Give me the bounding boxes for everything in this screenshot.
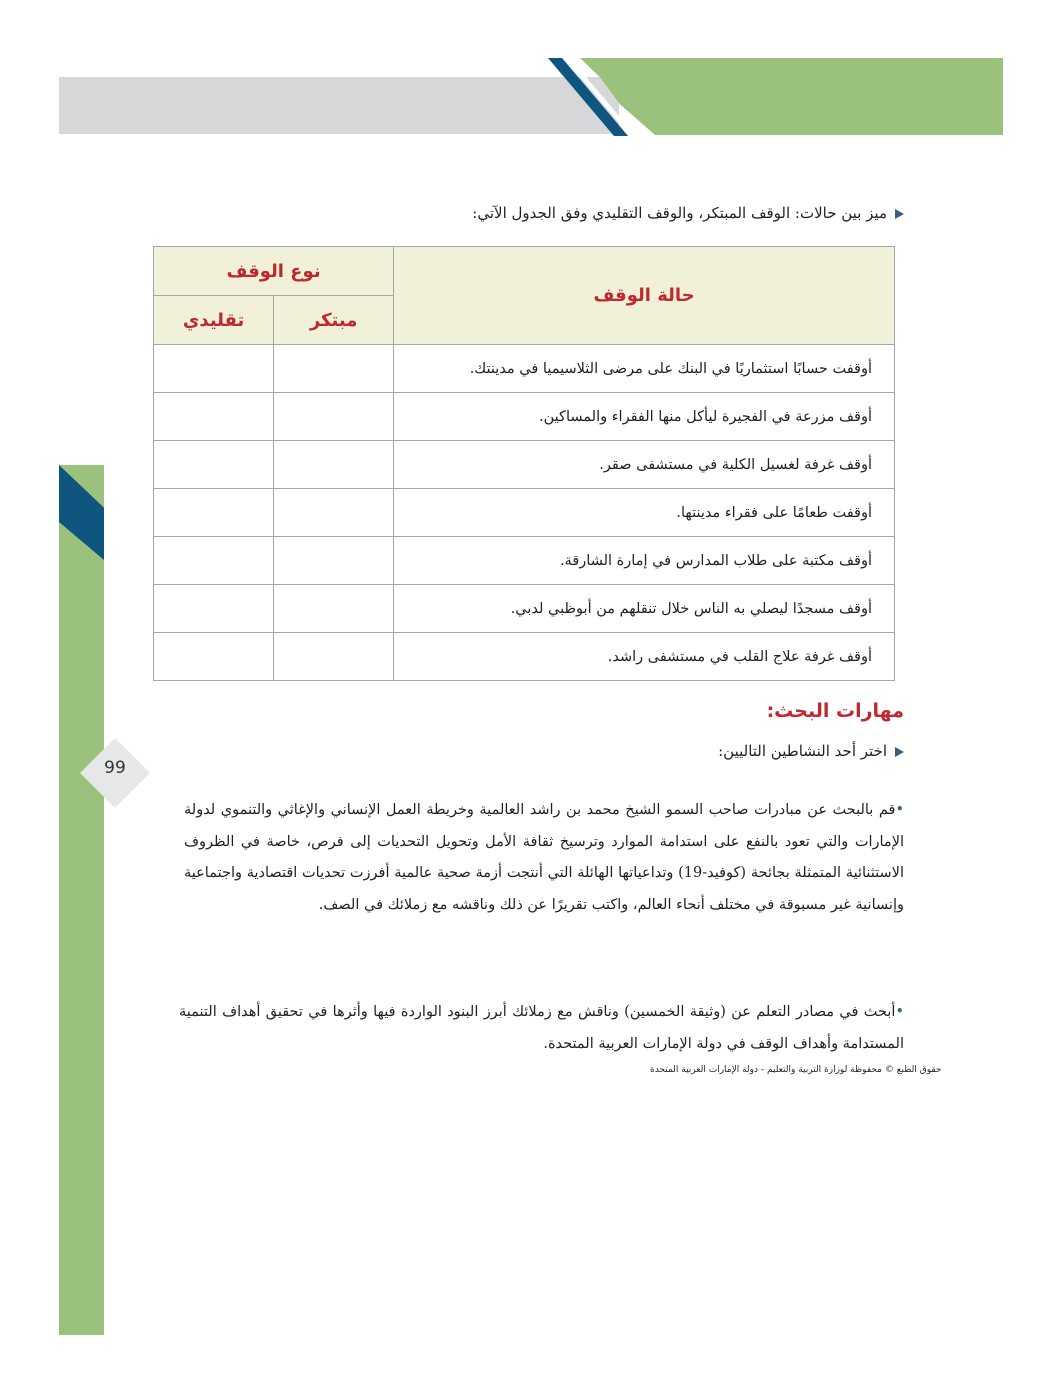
table-row xyxy=(154,393,895,441)
bullet-icon: • xyxy=(895,802,904,818)
pointer-triangle-icon xyxy=(895,209,904,219)
table-row xyxy=(154,489,895,537)
traditional-cell[interactable] xyxy=(154,393,274,441)
innovative-cell[interactable] xyxy=(274,441,394,489)
pointer-triangle-icon xyxy=(895,747,904,757)
table-row xyxy=(154,441,895,489)
traditional-cell[interactable] xyxy=(154,585,274,633)
waqf-case-text: أوقف مزرعة في الفجيرة ليأكل منها الفقراء والمساكين. xyxy=(394,393,895,441)
waqf-case-text: أوقفت حسابًا استثماريًا في البنك على مرضى الثلاسيميا في مدينتك. xyxy=(394,345,895,393)
traditional-cell[interactable] xyxy=(154,537,274,585)
table-row xyxy=(154,537,895,585)
table-row xyxy=(154,633,895,681)
header-innovative: مبتكر xyxy=(274,296,394,345)
innovative-cell[interactable] xyxy=(274,393,394,441)
waqf-case-text: أوقف مسجدًا ليصلي به الناس خلال تنقلهم من أبوظبي لدبي. xyxy=(394,585,895,633)
header-waqf-type: نوع الوقف xyxy=(154,247,394,296)
innovative-cell[interactable] xyxy=(274,489,394,537)
header-traditional: تقليدي xyxy=(154,296,274,345)
table-instruction: ميز بين حالات: الوقف المبتكر، والوقف التقليدي وفق الجدول الآتي: xyxy=(472,204,904,222)
innovative-cell[interactable] xyxy=(274,585,394,633)
table-row xyxy=(154,345,895,393)
traditional-cell[interactable] xyxy=(154,633,274,681)
traditional-cell[interactable] xyxy=(154,345,274,393)
header-stripes xyxy=(540,58,650,136)
activity-two: •أبحث في مصادر التعلم عن (وثيقة الخمسين) وناقش مع زملائك أبرز البنود الواردة فيها وأثرها في تحقيق أهداف التنمية المستدامة وأهداف الوقف في دولة الإمارات العربية المتحدة. xyxy=(179,1004,904,1052)
header-gray-band xyxy=(59,77,619,134)
waqf-case-text: أوقف غرفة لغسيل الكلية في مستشفى صقر. xyxy=(394,441,895,489)
page-number: 99 xyxy=(104,758,126,778)
innovative-cell[interactable] xyxy=(274,633,394,681)
innovative-cell[interactable] xyxy=(274,537,394,585)
activity-one: •قم بالبحث عن مبادرات صاحب السمو الشيخ محمد بن راشد العالمية وخريطة العمل الإنساني والإغاثي والتنموي لدولة الإمارات والتي تعود بالنفع على استدامة الموارد وترسيخ ثقافة الأمل وتحويل التحديات إلى فرص، خاصة في الظروف الاستثنائية المتمثلة بجائحة (كوفيد-19) وتداعياتها الهائلة التي أنتجت أزمة صحية عالمية أفرزت تحديات اقتصادية واجتماعية وإنسانية غير مسبوقة في مختلف أنحاء العالم، واكتب تقريرًا عن ذلك وناقشه مع زملائك في الصف. xyxy=(184,802,904,913)
waqf-classification-table xyxy=(153,246,895,681)
side-green-band xyxy=(59,465,104,1335)
waqf-case-text: أوقفت طعامًا على فقراء مدينتها. xyxy=(394,489,895,537)
traditional-cell[interactable] xyxy=(154,489,274,537)
choose-activity-instruction: اختر أحد النشاطين التاليين: xyxy=(718,742,904,760)
traditional-cell[interactable] xyxy=(154,441,274,489)
bullet-icon: • xyxy=(895,1004,904,1020)
waqf-case-text: أوقف مكتبة على طلاب المدارس في إمارة الشارقة. xyxy=(394,537,895,585)
research-skills-title: مهارات البحث: xyxy=(766,700,904,722)
waqf-case-text: أوقف غرفة علاج القلب في مستشفى راشد. xyxy=(394,633,895,681)
table-row xyxy=(154,585,895,633)
header-waqf-case: حالة الوقف xyxy=(394,247,895,345)
innovative-cell[interactable] xyxy=(274,345,394,393)
copyright-footer: حقوق الطبع © محفوظة لوزارة التربية والتعليم - دولة الإمارات العربية المتحدة xyxy=(650,1065,942,1075)
